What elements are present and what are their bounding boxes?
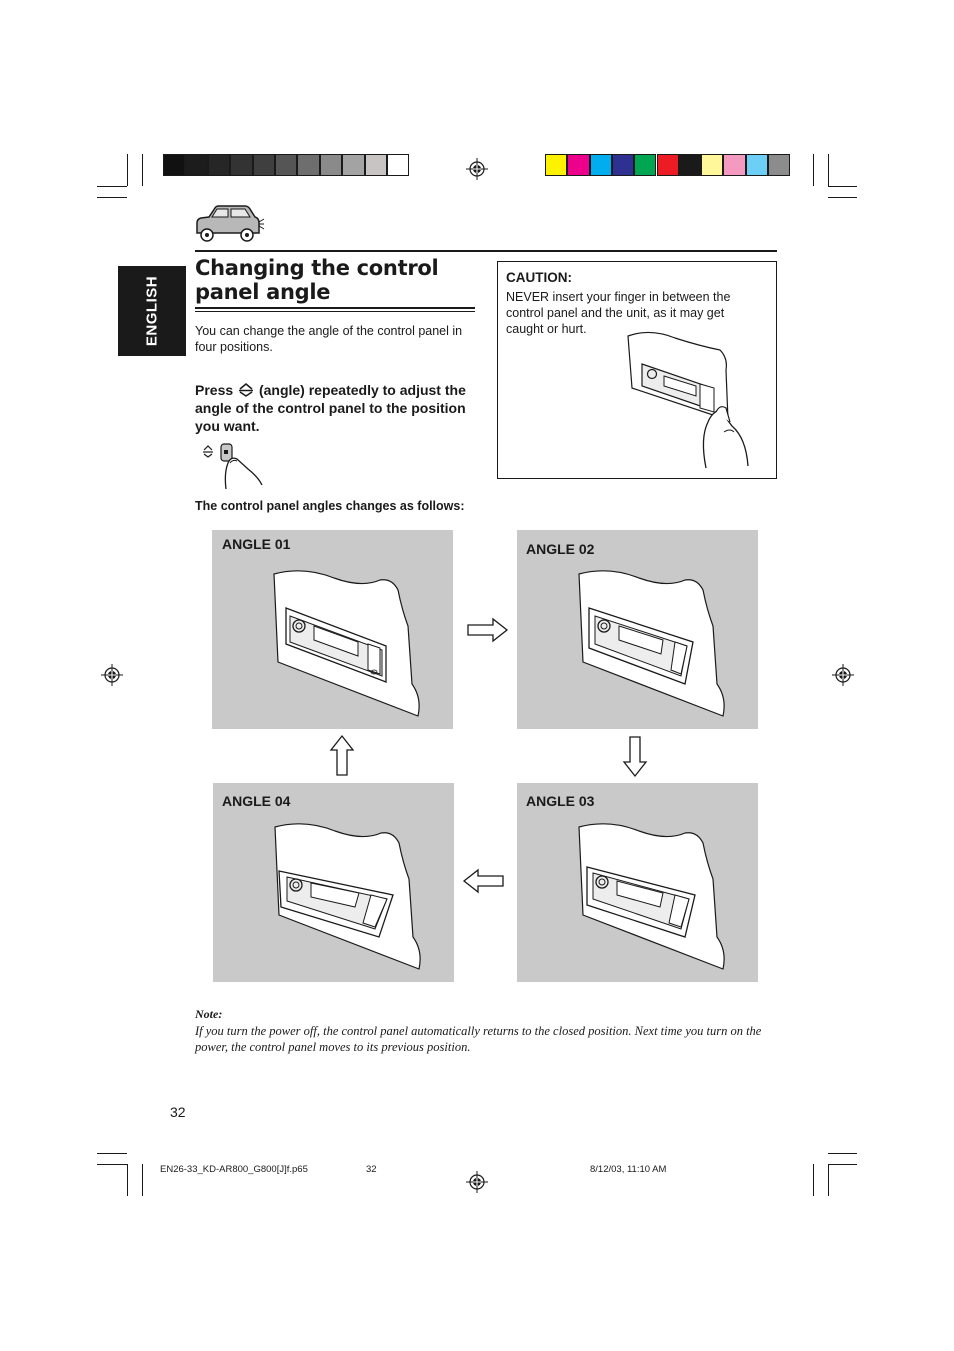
footer-page: 32 (366, 1164, 377, 1175)
note-heading: Note: (195, 1007, 223, 1021)
unit-illustration-angle-03 (567, 819, 749, 971)
angle-panel-01 (212, 530, 453, 729)
angle-label: ANGLE 01 (222, 536, 291, 552)
calibration-swatch (230, 154, 252, 176)
registration-mark-icon (466, 158, 488, 180)
car-icon (193, 203, 265, 245)
note-text: If you turn the power off, the control panel automatically returns to the closed position. Next time you turn on the power, the control panel moves to its previous position. (195, 1024, 762, 1054)
finger-press-icon (200, 441, 266, 491)
caution-text: NEVER insert your finger in between the control panel and the unit, as it may get caught or hurt. (506, 290, 731, 336)
unit-illustration-angle-02 (567, 566, 749, 718)
registration-mark-icon (466, 1171, 488, 1193)
calibration-swatch (657, 154, 679, 176)
angle-button-icon (237, 383, 255, 397)
angle-panel-04 (213, 783, 454, 982)
instruction-text (195, 381, 480, 435)
angle-label: ANGLE 03 (526, 793, 595, 809)
arrow-left-icon (462, 868, 504, 894)
footer-timestamp: 8/12/03, 11:10 AM (590, 1164, 667, 1175)
language-tab-label: ENGLISH (143, 275, 161, 347)
arrow-right-icon (467, 617, 509, 643)
calibration-swatch (163, 154, 185, 176)
instruction-prefix: Press (195, 382, 234, 398)
calibration-swatch (701, 154, 723, 176)
registration-mark-icon (101, 664, 123, 686)
calibration-swatch (320, 154, 342, 176)
calibration-swatch (679, 154, 701, 176)
calibration-swatch (387, 154, 409, 176)
calibration-swatch (365, 154, 387, 176)
calibration-swatch (275, 154, 297, 176)
calibration-swatch (634, 154, 656, 176)
registration-mark-icon (832, 664, 854, 686)
calibration-swatch (342, 154, 364, 176)
calibration-swatch (612, 154, 634, 176)
angle-label: ANGLE 02 (526, 541, 595, 557)
angle-label: ANGLE 04 (222, 793, 291, 809)
footer-file: EN26-33_KD-AR800_G800[J]f.p65 (160, 1164, 308, 1175)
arrow-up-icon (329, 734, 355, 776)
instruction-suffix: (angle) repeatedly to adjust the angle of the control panel to the position you want. (195, 382, 466, 434)
calibration-swatch (723, 154, 745, 176)
calibration-swatch (768, 154, 790, 176)
angle-panel-02 (517, 530, 758, 729)
language-tab (118, 266, 186, 356)
unit-illustration-angle-04 (263, 819, 445, 971)
header-rule (195, 250, 777, 252)
angle-panel-03 (517, 783, 758, 982)
calibration-swatch (746, 154, 768, 176)
arrow-down-icon (622, 736, 648, 778)
calibration-swatch (567, 154, 589, 176)
page-title: Changing the control panel angle (195, 256, 439, 304)
calibration-swatch (590, 154, 612, 176)
unit-illustration-angle-01 (262, 566, 444, 718)
title-rule (195, 307, 475, 309)
calibration-swatch (253, 154, 275, 176)
title-rule-thin (195, 311, 475, 312)
calibration-swatch (208, 154, 230, 176)
caution-title: CAUTION: (506, 270, 572, 285)
calibration-swatch (297, 154, 319, 176)
sequence-caption: The control panel angles changes as follows: (195, 499, 465, 513)
intro-text: You can change the angle of the control panel in four positions. (195, 324, 463, 354)
calibration-swatch (545, 154, 567, 176)
calibration-swatch (185, 154, 207, 176)
page-number: 32 (170, 1104, 186, 1120)
caution-illustration-icon (620, 328, 755, 470)
